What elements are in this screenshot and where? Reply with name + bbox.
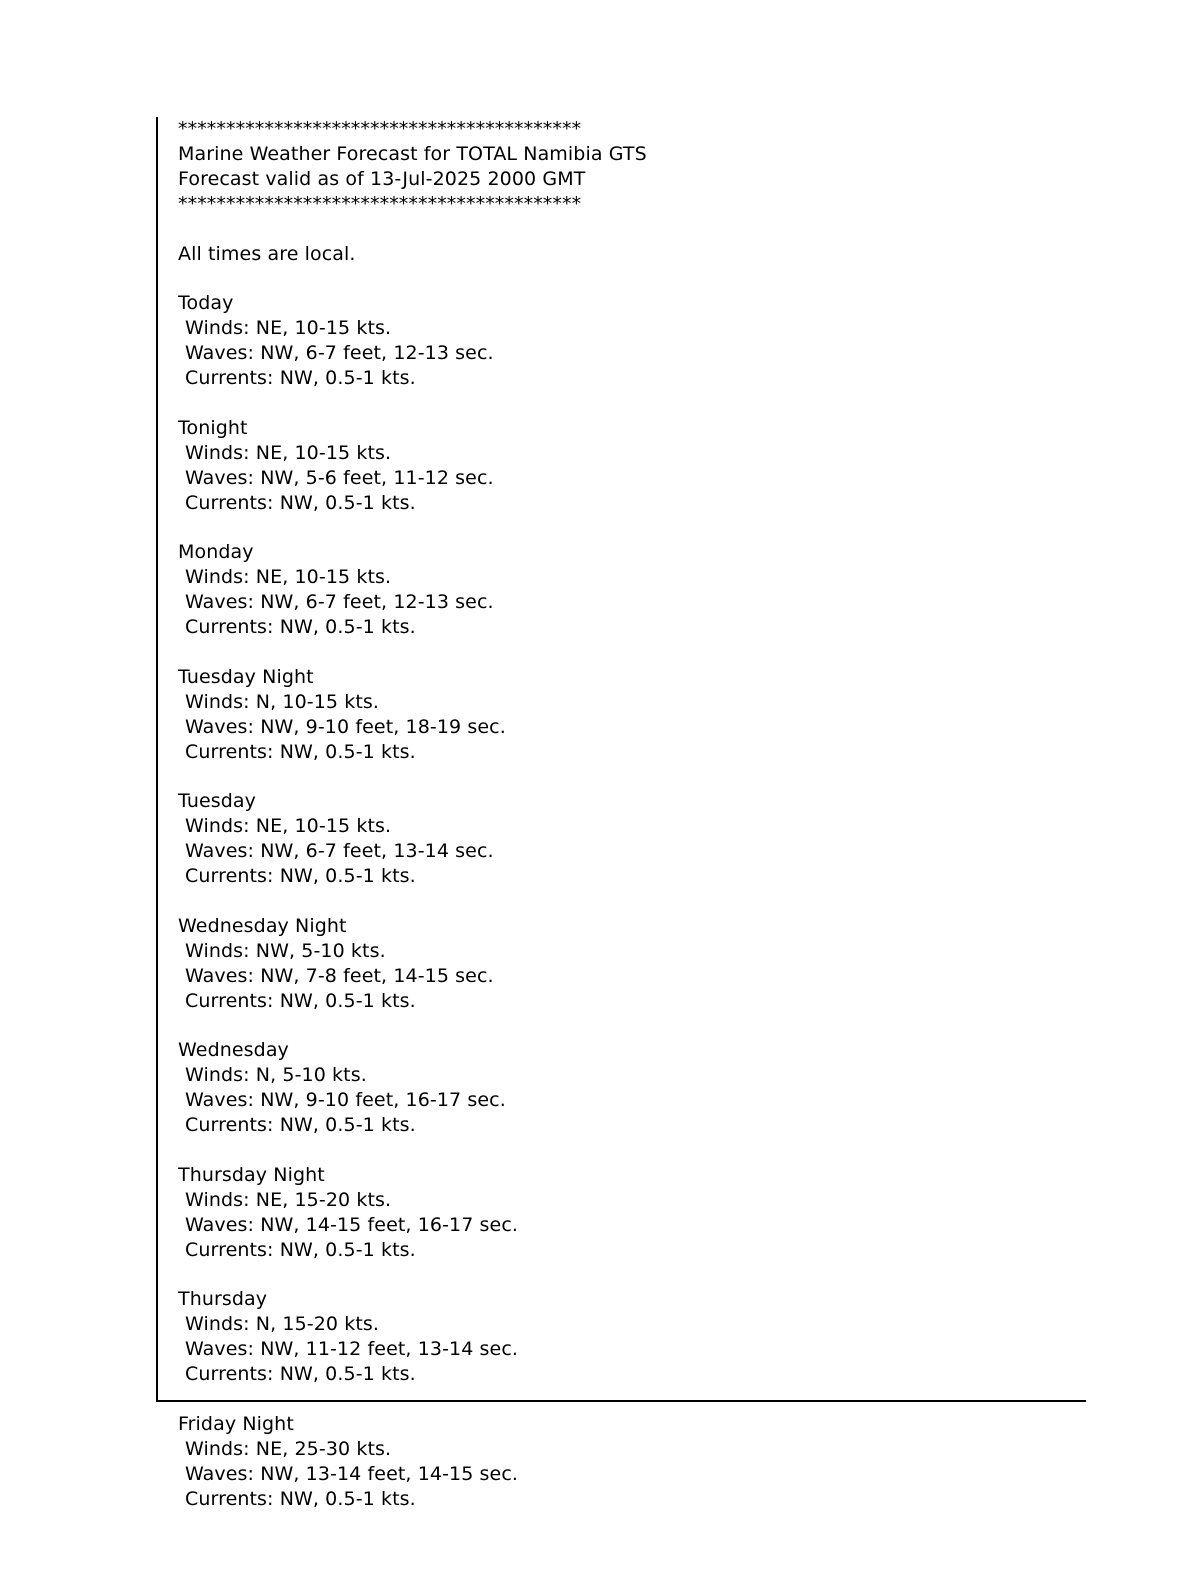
currents-line: Currents: NW, 0.5-1 kts. — [185, 616, 416, 639]
forecast-section-wednesday-night — [178, 914, 1086, 1014]
day-label: Monday — [178, 541, 254, 564]
winds-line: Winds: NE, 15-20 kts. — [185, 1188, 392, 1211]
separator-top: ****************************************** — [178, 118, 582, 140]
day-label: Tonight — [178, 416, 248, 439]
times-note: All times are local. — [178, 242, 356, 265]
forecast-overflow-area — [156, 1412, 1096, 1512]
forecast-section-wednesday — [178, 1038, 1086, 1138]
forecast-section-friday-night — [178, 1412, 1096, 1512]
currents-line: Currents: NW, 0.5-1 kts. — [185, 1238, 416, 1261]
forecast-header — [178, 117, 1086, 217]
day-label: Wednesday — [178, 1039, 289, 1062]
forecast-section-thursday-night — [178, 1163, 1086, 1263]
currents-line: Currents: NW, 0.5-1 kts. — [185, 865, 416, 888]
forecast-section-monday — [178, 540, 1086, 640]
forecast-section-tuesday-night — [178, 665, 1086, 765]
currents-line: Currents: NW, 0.5-1 kts. — [185, 491, 416, 514]
winds-line: Winds: N, 5-10 kts. — [185, 1064, 367, 1087]
forecast-bordered-box — [156, 117, 1086, 1402]
winds-line: Winds: NE, 25-30 kts. — [185, 1437, 392, 1460]
currents-line: Currents: NW, 0.5-1 kts. — [185, 1363, 416, 1386]
forecast-section-thursday — [178, 1287, 1086, 1387]
winds-line: Winds: NE, 10-15 kts. — [185, 317, 392, 340]
currents-line: Currents: NW, 0.5-1 kts. — [185, 367, 416, 390]
waves-line: Waves: NW, 6-7 feet, 12-13 sec. — [185, 342, 494, 365]
day-label: Wednesday Night — [178, 914, 347, 937]
separator-bottom: ****************************************** — [178, 192, 582, 215]
forecast-document — [156, 117, 1096, 1512]
waves-line: Waves: NW, 13-14 feet, 14-15 sec. — [185, 1462, 519, 1485]
winds-line: Winds: N, 10-15 kts. — [185, 690, 380, 713]
currents-line: Currents: NW, 0.5-1 kts. — [185, 740, 416, 763]
waves-line: Waves: NW, 9-10 feet, 18-19 sec. — [185, 715, 506, 738]
winds-line: Winds: NE, 10-15 kts. — [185, 441, 392, 464]
waves-line: Waves: NW, 14-15 feet, 16-17 sec. — [185, 1213, 519, 1236]
currents-line: Currents: NW, 0.5-1 kts. — [185, 1487, 416, 1510]
waves-line: Waves: NW, 6-7 feet, 12-13 sec. — [185, 591, 494, 614]
forecast-title: Marine Weather Forecast for TOTAL Namibia GTS — [178, 142, 647, 165]
winds-line: Winds: NE, 10-15 kts. — [185, 815, 392, 838]
forecast-valid-line: Forecast valid as of 13-Jul-2025 2000 GMT — [178, 167, 586, 190]
waves-line: Waves: NW, 5-6 feet, 11-12 sec. — [185, 466, 494, 489]
winds-line: Winds: N, 15-20 kts. — [185, 1313, 380, 1336]
day-label: Friday Night — [178, 1413, 294, 1436]
day-label: Today — [178, 292, 234, 315]
day-label: Tuesday Night — [178, 665, 314, 688]
waves-line: Waves: NW, 7-8 feet, 14-15 sec. — [185, 964, 494, 987]
winds-line: Winds: NW, 5-10 kts. — [185, 939, 386, 962]
currents-line: Currents: NW, 0.5-1 kts. — [185, 989, 416, 1012]
day-label: Tuesday — [178, 790, 256, 813]
forecast-section-today — [178, 291, 1086, 391]
waves-line: Waves: NW, 6-7 feet, 13-14 sec. — [185, 840, 494, 863]
day-label: Thursday — [178, 1288, 268, 1311]
forecast-section-tuesday — [178, 789, 1086, 889]
day-label: Thursday Night — [178, 1163, 325, 1186]
forecast-section-tonight — [178, 416, 1086, 516]
waves-line: Waves: NW, 9-10 feet, 16-17 sec. — [185, 1089, 506, 1112]
winds-line: Winds: NE, 10-15 kts. — [185, 566, 392, 589]
currents-line: Currents: NW, 0.5-1 kts. — [185, 1114, 416, 1137]
waves-line: Waves: NW, 11-12 feet, 13-14 sec. — [185, 1338, 519, 1361]
